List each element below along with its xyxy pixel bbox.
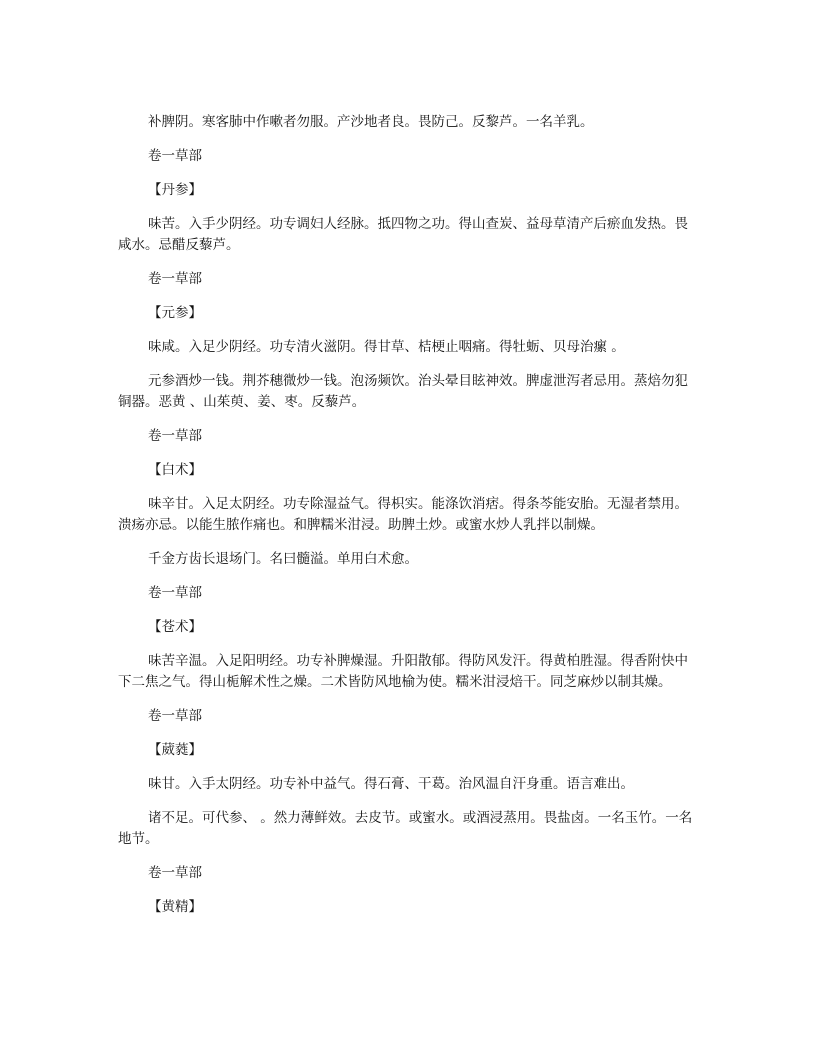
section-label: 卷一草部 [148, 708, 202, 724]
paragraph: 元参酒炒一钱。荆芥穗微炒一钱。泡汤频饮。治头晕目眩神效。脾虚泄泻者忌用。蒸焙勿犯铜器。恶黄 、山茱萸、姜、枣。反藜芦。 [118, 373, 688, 410]
section-label: 卷一草部 [148, 428, 202, 444]
paragraph: 味咸。入足少阴经。功专清火滋阴。得甘草、桔梗止咽痛。得牡蛎、贝母治瘰 。 [148, 339, 625, 355]
section-label: 卷一草部 [148, 148, 202, 164]
paragraph: 补脾阴。寒客肺中作嗽者勿服。产沙地者良。畏防己。反黎芦。一名羊乳。 [148, 114, 594, 130]
section-label: 卷一草部 [148, 865, 202, 881]
paragraph: 味辛甘。入足太阴经。功专除湿益气。得枳实。能涤饮消痞。得条芩能安胎。无湿者禁用。溃疡亦忌。以能生脓作痛也。和脾糯米泔浸。助脾土炒。或蜜水炒人乳拌以制燥。 [118, 496, 688, 533]
herb-title: 【苍术】 [148, 619, 202, 635]
paragraph: 味甘。入手太阴经。功专补中益气。得石膏、干葛。治风温自汗身重。语言难出。 [148, 776, 634, 792]
paragraph: 味苦。入手少阴经。功专调妇人经脉。抵四物之功。得山查炭、益母草清产后瘀血发热。畏咸水。忌醋反藜芦。 [118, 216, 688, 253]
paragraph: 味苦辛温。入足阳明经。功专补脾燥湿。升阳散郁。得防风发汗。得黄柏胜湿。得香附快中下二焦之气。得山栀解术性之燥。二术皆防风地榆为使。糯米泔浸焙干。同芝麻炒以制其燥。 [118, 653, 688, 690]
herb-title: 【葳蕤】 [148, 742, 202, 758]
section-label: 卷一草部 [148, 271, 202, 287]
paragraph: 千金方齿长退场门。名曰髓溢。单用白术愈。 [148, 551, 418, 567]
section-label: 卷一草部 [148, 585, 202, 601]
herb-title: 【丹参】 [148, 182, 202, 198]
paragraph: 诸不足。可代参、 。然力薄鲜效。去皮节。或蜜水。或酒浸蒸用。畏盐卤。一名玉竹。一名地节。 [118, 810, 693, 847]
herb-title: 【元参】 [148, 305, 202, 321]
herb-title: 【黄精】 [148, 899, 202, 915]
herb-title: 【白术】 [148, 462, 202, 478]
document-body [118, 112, 698, 931]
